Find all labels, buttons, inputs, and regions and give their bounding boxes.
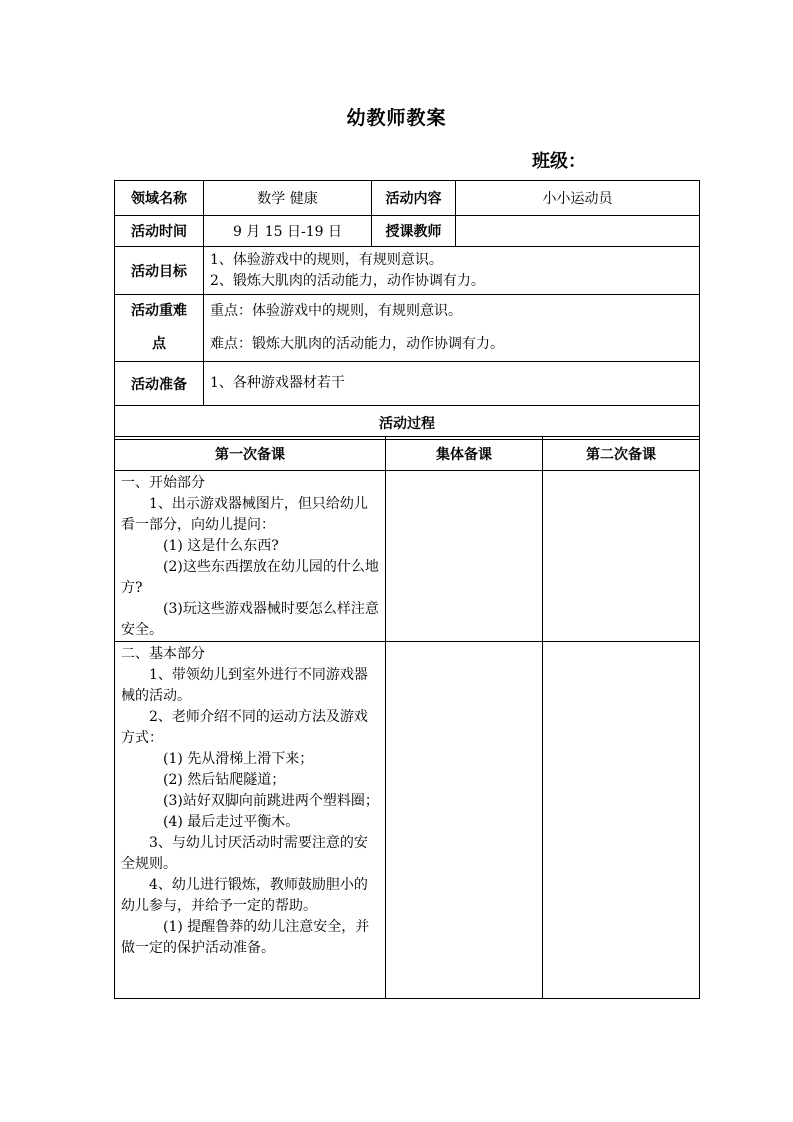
prep-label: 活动准备 [115, 362, 204, 406]
teacher-label: 授课教师 [372, 216, 456, 247]
column-header: 集体备课 [386, 437, 543, 471]
plan-line: (2)这些东西摆放在幼儿园的什么地方? [121, 559, 379, 596]
process-title: 活动过程 [115, 406, 700, 440]
second-plan-cell [543, 471, 700, 642]
plan-line: (3)玩这些游戏器械时要怎么样注意安全。 [121, 601, 379, 638]
plan-line: (1) 这是什么东西? [163, 538, 279, 554]
group-plan-cell [386, 642, 543, 999]
keypoint-text [204, 295, 700, 362]
plan-line: (1) 先从滑梯上滑下来； [163, 751, 314, 767]
difficulty-point: 难点：锻炼大肌肉的活动能力，动作协调有力。 [210, 336, 504, 352]
group-plan-cell [386, 471, 543, 642]
plan-line: (1) 提醒鲁莽的幼儿注意安全，并做一定的保护活动准备。 [121, 919, 370, 956]
goal-line: 1、体验游戏中的规则，有规则意识。 [210, 251, 443, 268]
section-heading: 一、开始部分 [121, 475, 205, 491]
plan-line: (4) 最后走过平衡木。 [163, 814, 300, 830]
keypoint-label-line: 点 [152, 336, 166, 352]
teacher-value [456, 216, 700, 247]
section-heading: 二、基本部分 [121, 646, 205, 662]
plan-line: 2、老师介绍不同的运动方法及游戏方式： [121, 709, 368, 746]
plan-line: 1、带领幼儿到室外进行不同游戏器械的活动。 [121, 667, 368, 704]
goal-label: 活动目标 [115, 247, 204, 295]
second-plan-cell [543, 642, 700, 999]
column-header: 第一次备课 [115, 437, 386, 471]
plan-line: (3)站好双脚向前跳进两个塑料圈； [163, 793, 379, 809]
plan-line: 3、与幼儿讨厌活动时需要注意的安全规则。 [121, 835, 368, 872]
keypoint-label [115, 295, 204, 362]
keypoint-label-line: 活动重难 [131, 303, 187, 319]
plan-line: 4、幼儿进行锻炼，教师鼓励胆小的幼儿参与，并给予一定的帮助。 [121, 877, 368, 914]
prep-value: 1、各种游戏器材若干 [204, 362, 700, 406]
content-label: 活动内容 [372, 181, 456, 216]
content-value: 小小运动员 [456, 181, 700, 216]
info-table [114, 180, 700, 440]
goal-text [204, 247, 700, 295]
class-label: 班级： [532, 151, 586, 172]
plan-table [114, 436, 700, 999]
plan-line: 1、出示游戏器械图片，但只给幼儿看一部分，向幼儿提问： [121, 496, 368, 533]
first-plan-section-1 [115, 471, 386, 642]
first-plan-section-2 [115, 642, 386, 999]
domain-label: 领域名称 [115, 181, 204, 216]
time-label: 活动时间 [115, 216, 204, 247]
column-header: 第二次备课 [543, 437, 700, 471]
page-title: 幼教师教案 [346, 107, 447, 129]
domain-value: 数学 健康 [204, 181, 372, 216]
time-value: 9 月 15 日-19 日 [204, 216, 372, 247]
goal-line: 2、锻炼大肌肉的活动能力，动作协调有力。 [210, 272, 485, 289]
key-point: 重点：体验游戏中的规则，有规则意识。 [210, 303, 462, 319]
plan-line: (2) 然后钻爬隧道； [163, 772, 286, 788]
